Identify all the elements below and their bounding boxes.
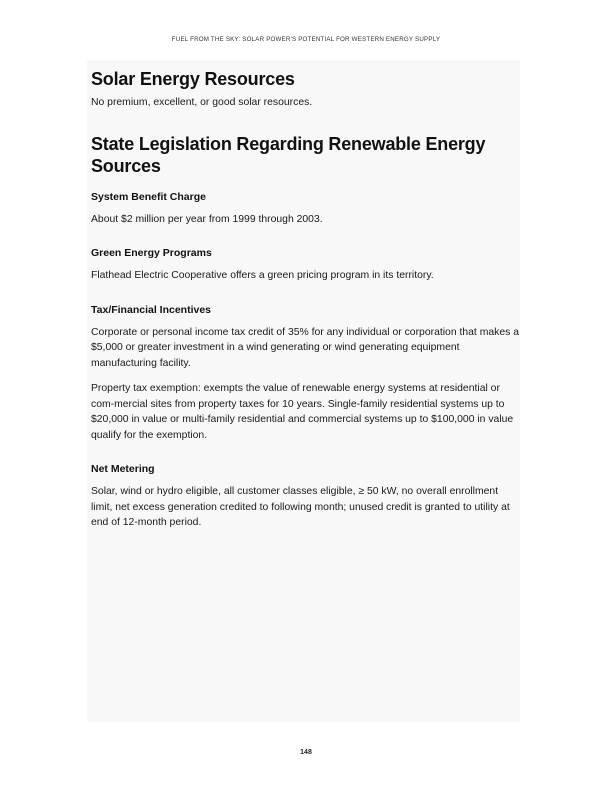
page-number: 148: [300, 749, 312, 756]
solar-resources-heading: Solar Energy Resources: [91, 69, 295, 89]
tax-incentives-heading: Tax/Financial Incentives: [91, 303, 212, 316]
green-energy-programs-heading: Green Energy Programs: [91, 247, 212, 259]
green-energy-programs-text: Flathead Electric Cooperative offers a green pricing program in its territory.: [91, 270, 434, 281]
property-tax-paragraph: Property tax exemption: exempts the value of renewable energy systems at residential or com-mercial sites from property taxes for 10 years. Single-family residential systems up to $20,000 in value or multi-family residential and commercial systems up to $100,000 in value qualify for the exemption.: [91, 383, 514, 441]
system-benefit-charge-heading: System Benefit Charge: [91, 190, 206, 203]
page-content: [91, 68, 521, 531]
net-metering-heading: Net Metering: [91, 463, 155, 475]
system-benefit-charge-text: About $2 million per year from 1999 through 2003.: [91, 213, 323, 225]
solar-resources-text: No premium, excellent, or good solar resources.: [91, 97, 313, 108]
net-metering-text: Solar, wind or hydro eligible, all customer classes eligible, ≥ 50 kW, no overall enrollment limit, net excess generation credited to following month; unused credit is granted to utility at end of 12-month period.: [91, 486, 510, 528]
tax-credit-paragraph: Corporate or personal income tax credit of 35% for any individual or corporation that makes a $5,000 or greater investment in a wind generating or wind generating equipment manufacturing facility.: [91, 326, 519, 369]
running-header: FUEL FROM THE SKY: SOLAR POWER'S POTENTIAL FOR WESTERN ENERGY SUPPLY: [171, 36, 441, 43]
legislation-heading: State Legislation Regarding Renewable Energy Sources: [91, 133, 486, 176]
